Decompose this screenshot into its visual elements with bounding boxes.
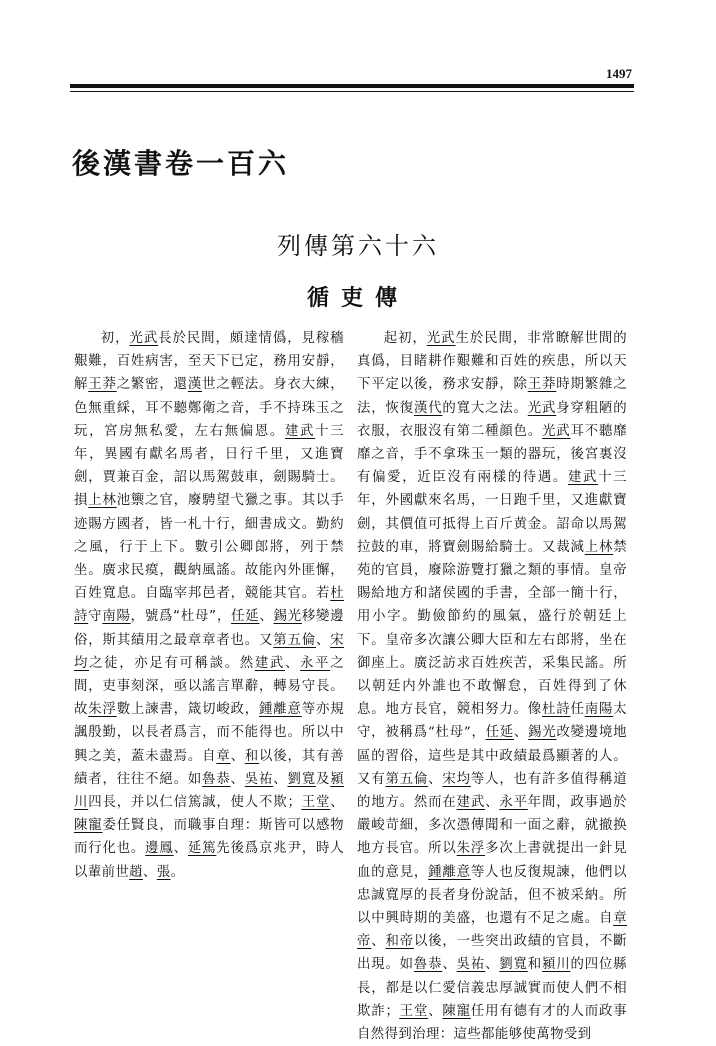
text-run: 年間，政事過於嚴峻苛細，多次憑傳聞和一面之辭，就撤换地方長官。所以 <box>357 795 627 857</box>
text-run: 等人也反復規諫，他們以忠誠寬厚的長者身份說話，但不被采納。所以中興時期的美盛，也還有不足之處。自 <box>357 864 627 927</box>
proper-name: 漢 <box>187 377 203 393</box>
text-run: 之徒，亦足有可稱談。然 <box>89 655 255 671</box>
section-title: 列傳第六十六 <box>277 232 439 260</box>
proper-name: 吳祐 <box>244 771 274 787</box>
text-run: 時期繁雜之法，恢復 <box>357 377 627 416</box>
text-run: 、 <box>513 725 529 741</box>
text-run: 等亦規諷殷勤，以長者爲言，而不能得也。所以中興之美，蓋未盡焉。自 <box>74 702 344 764</box>
text-run: 等人，也有許多值得稱道的地方。然而在 <box>357 771 627 811</box>
text-run: 太守，被稱爲“杜母”， <box>357 702 627 741</box>
proper-name: 劉寬 <box>287 771 316 787</box>
proper-name: 錫光 <box>528 725 557 741</box>
proper-name: 上林 <box>88 493 117 509</box>
proper-name: 朱浮 <box>88 702 117 718</box>
proper-name: 劉寬 <box>499 957 528 973</box>
text-run: 禁苑的官員，廢除游覽打獵之類的事情。皇帝賜給地方和諸侯國的手書，全部一簡十行，用小字。勤儉節約的風氣，盛行於朝廷上下。皇帝多次讓公卿大臣和左右郎將，坐在御座上。廣泛訪求百姓疾苦，采集民謠。所以朝廷内外誰也不敢懈怠，百姓得到了休息。地方長官，競相努力。像 <box>357 539 627 718</box>
text-run: 任 <box>570 702 585 718</box>
text-run: 池籞之官，廢騁望弋獵之事。其以手迹賜方國者，皆一札十行，細書成文。勤約之風，行于上下。數引公卿郎將，列于禁坐。廣求民瘼，觀納風謠。故能內外匪懈，百姓寬息。自臨宰邦邑者，競能其官。若 <box>74 493 344 602</box>
proper-name: 邊鳳 <box>145 841 174 857</box>
text-run: 的寬大之法。 <box>442 400 528 416</box>
header-rule-thick <box>70 84 634 88</box>
classical-text-paragraph <box>74 327 344 884</box>
text-run: 改變邊境地區的習俗，這些是其中政績最爲顯著的人。又有 <box>357 725 627 787</box>
text-run: 先後爲京兆尹，時人以輩前世 <box>74 841 344 880</box>
proper-name: 魯恭 <box>413 957 443 973</box>
proper-name: 第五倫 <box>273 632 316 648</box>
text-run: 的四位縣長，都是以仁愛信義忠厚誠實而使人們不相欺詐； <box>357 957 627 1019</box>
text-run: 以後，其有善績者，往往不絕。如 <box>74 748 344 787</box>
text-run: 起初， <box>383 331 427 346</box>
proper-name: 建武 <box>567 470 599 486</box>
text-run: 移變邊俗，斯其績用之最章章者也。又 <box>74 609 345 648</box>
text-run: 世之輕法。身衣大練，色無重綵，耳不聽鄭衛之音，手不持珠玉之玩，宮房無私愛，左右無偏恩。 <box>74 377 344 439</box>
proper-name: 宋均 <box>442 771 471 787</box>
proper-name: 章帝 <box>357 911 627 950</box>
proper-name: 和帝 <box>385 934 414 950</box>
proper-name: 王莽 <box>88 377 117 393</box>
proper-name: 永平 <box>300 655 331 671</box>
proper-name: 永平 <box>499 795 528 811</box>
proper-name: 建武 <box>456 795 486 811</box>
text-run: 生於民間，非常瞭解世間的真僞，目睹耕作艱難和百姓的疾患，所以天下平定以後，務求安靜，除 <box>357 331 627 393</box>
text-run: 、 <box>142 864 157 880</box>
text-run: 及 <box>315 771 331 787</box>
modern-translation-column <box>357 327 627 1046</box>
proper-name: 建武 <box>284 423 316 439</box>
text-run: 、 <box>428 771 443 787</box>
text-run: 之繁密，還 <box>116 377 188 393</box>
header-rule-thin <box>70 91 634 92</box>
proper-name: 錫光 <box>273 609 302 625</box>
proper-name: 王堂 <box>301 795 331 811</box>
proper-name: 上林 <box>584 539 614 555</box>
text-run: 、 <box>173 841 188 857</box>
proper-name: 光武 <box>527 400 557 416</box>
proper-name: 陳寵 <box>74 818 103 834</box>
proper-name: 陳寵 <box>442 1003 471 1019</box>
proper-name: 張 <box>156 864 171 880</box>
text-run: ，號爲“杜母”， <box>130 609 232 625</box>
proper-name: 魯恭 <box>202 771 231 787</box>
proper-name: 第五倫 <box>385 771 429 787</box>
text-run: 、 <box>371 934 386 950</box>
proper-name: 杜詩 <box>542 702 571 718</box>
proper-name: 王堂 <box>399 1003 429 1019</box>
proper-name: 鍾離意 <box>428 864 471 880</box>
text-run: 、 <box>315 632 331 648</box>
text-run: 和 <box>527 957 543 973</box>
text-run: 、 <box>485 795 500 811</box>
proper-name: 鍾離意 <box>259 702 302 718</box>
proper-name: 光武 <box>542 423 571 439</box>
proper-name: 章 <box>216 748 231 764</box>
text-run: 、 <box>259 609 274 625</box>
text-run: 、 <box>273 771 288 787</box>
text-run: 十三年，外國獻來名馬，一日跑千里，又進獻寶劍，其價值可抵得上百斤黄金。詔命以馬駕拉鼓的車，將寶劍賜給騎士。又裁減 <box>357 470 627 555</box>
proper-name: 任延 <box>231 609 260 625</box>
text-run: 守 <box>88 609 103 625</box>
text-run: 、 <box>284 655 301 671</box>
proper-name: 王莽 <box>527 377 557 393</box>
proper-name: 光武 <box>129 331 159 346</box>
proper-name: 潁川 <box>542 957 571 973</box>
proper-name: 朱浮 <box>456 841 486 857</box>
text-run: 、 <box>442 957 457 973</box>
proper-name: 潁川 <box>74 771 344 811</box>
text-run: 、 <box>230 748 245 764</box>
proper-name: 和 <box>244 748 260 764</box>
proper-name: 杜詩 <box>74 586 344 625</box>
text-run: 十三年，異國有獻名馬者，日行千里，又進寶劍，賈兼百金，詔以馬駕鼓車，劍賜騎士。損 <box>74 423 344 509</box>
text-run: 初， <box>100 331 130 346</box>
text-run: 多次上書就提出一針見血的意見， <box>357 841 627 880</box>
chapter-title: 循吏傳 <box>306 286 409 311</box>
modern-translation-paragraph <box>357 327 627 1046</box>
proper-name: 光武 <box>426 331 456 346</box>
proper-name: 吳祐 <box>456 957 486 973</box>
text-run: 委任賢良，而職事自理：斯皆可以感物而行化也。 <box>74 818 344 857</box>
text-run: 、 <box>428 1003 443 1019</box>
page-number: 1497 <box>606 66 632 81</box>
text-run: 長於民間，頗達情僞，見稼穡艱難，百姓病害，至天下已定，務用安靜，解 <box>74 331 344 393</box>
proper-name: 南陽 <box>102 609 131 625</box>
proper-name: 南陽 <box>584 702 614 718</box>
text-run: 四長，并以仁信篤誠，使人不欺； <box>88 795 302 811</box>
proper-name: 建武 <box>254 655 285 671</box>
text-run: 耳不聽靡靡之音，手不拿珠玉一類的器玩，後宮裏沒有偏愛，近臣沒有兩樣的待遇。 <box>357 423 627 486</box>
proper-name: 延篤 <box>187 841 217 857</box>
classical-text-column <box>74 327 344 884</box>
text-run: 。 <box>170 864 185 880</box>
text-run: 之間，吏事刻深，亟以謠言單辭，轉易守長。故 <box>74 655 344 718</box>
proper-name: 漢代 <box>413 400 443 416</box>
proper-name: 趙 <box>129 864 143 880</box>
text-run: 數上諫書，箴切峻政， <box>116 702 260 718</box>
text-run: 、 <box>330 795 344 811</box>
volume-title: 後漢書卷一百六 <box>72 147 290 180</box>
text-run: 、 <box>230 771 245 787</box>
proper-name: 任延 <box>485 725 514 741</box>
text-run: 身穿粗陋的衣服，衣服沒有第二種顔色。 <box>357 400 627 439</box>
text-run: 以後，一些突出政績的官員，不斷出現。如 <box>357 934 627 973</box>
text-run: 、 <box>485 957 500 973</box>
proper-name: 宋均 <box>74 632 344 671</box>
text-run: 任用有德有才的人而政事自然得到治理：這些都能够使萬物受到 <box>357 1003 627 1043</box>
